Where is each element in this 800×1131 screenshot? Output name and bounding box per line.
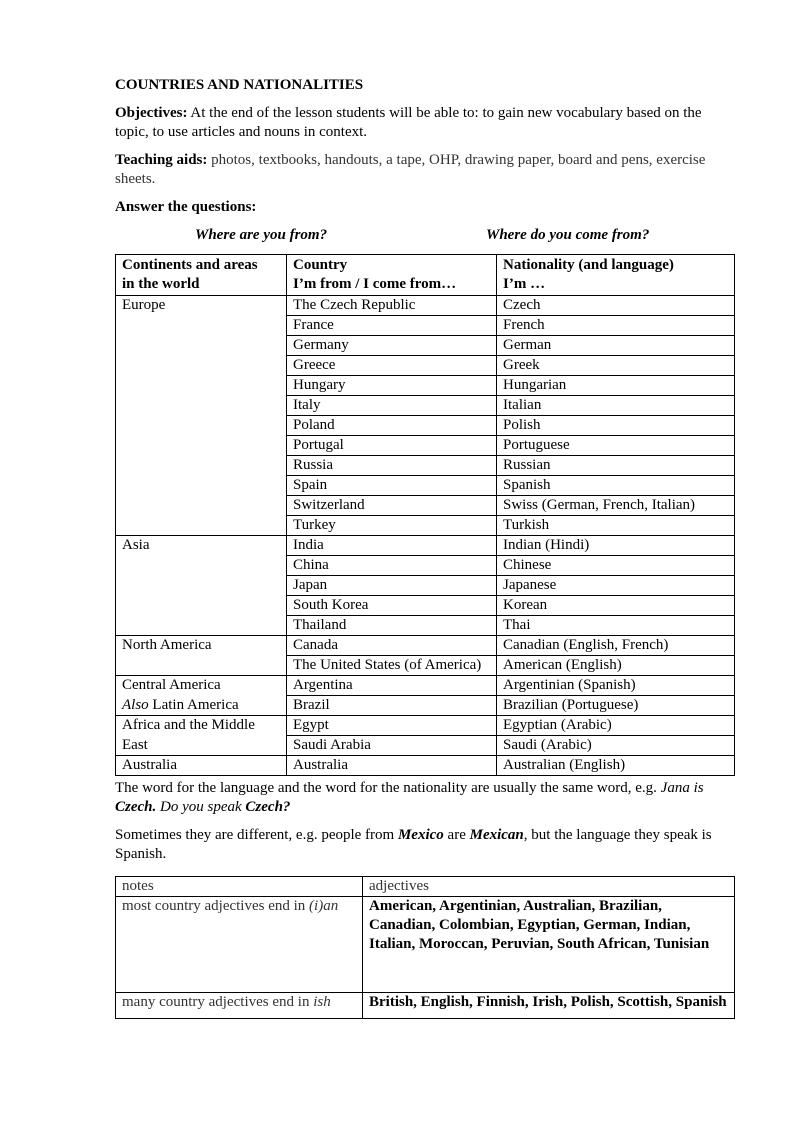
area-cell <box>116 416 287 436</box>
notes-header: notes <box>116 877 363 897</box>
area-label: Latin America <box>152 696 239 713</box>
teaching-aids-paragraph <box>115 151 735 189</box>
nationalities-table <box>115 254 735 776</box>
table-row <box>116 456 735 476</box>
difference-paragraph <box>115 826 735 864</box>
nationality-cell: Saudi (Arabic) <box>497 736 735 756</box>
table-header-row <box>116 255 735 296</box>
table-row <box>116 596 735 616</box>
nationality-cell: Australian (English) <box>497 756 735 776</box>
country-cell: Saudi Arabia <box>287 736 497 756</box>
questions-row <box>115 226 735 248</box>
note-suffix: (i)an <box>309 898 339 914</box>
question-come-from: Where do you come from? <box>486 227 650 243</box>
nationality-cell: Portuguese <box>497 436 735 456</box>
notes-table <box>115 876 735 1019</box>
objectives-text: At the end of the lesson students will be able to: to gain new vocabulary based on the topic, to use articles and nouns in context. <box>115 105 702 140</box>
teaching-aids-label: Teaching aids: <box>115 152 208 168</box>
country-cell: Greece <box>287 356 497 376</box>
area-label: Africa and the Middle <box>122 717 255 733</box>
table-row <box>116 416 735 436</box>
table-row <box>116 656 735 676</box>
area-cell <box>116 736 287 756</box>
area-cell <box>116 436 287 456</box>
nationality-cell: Brazilian (Portuguese) <box>497 696 735 716</box>
table-row <box>116 356 735 376</box>
para1-question: Do you speak <box>160 799 242 815</box>
table-row <box>116 516 735 536</box>
country-cell: Hungary <box>287 376 497 396</box>
country-cell: Italy <box>287 396 497 416</box>
nationality-cell: Italian <box>497 396 735 416</box>
nationality-cell: Canadian (English, French) <box>497 636 735 656</box>
country-cell: Australia <box>287 756 497 776</box>
header-continents-line1: Continents and areas <box>122 257 258 273</box>
area-cell <box>116 676 287 696</box>
area-cell <box>116 476 287 496</box>
area-label: Central America <box>122 677 221 693</box>
country-cell: Switzerland <box>287 496 497 516</box>
table-row <box>116 616 735 636</box>
header-country-line1: Country <box>293 257 348 273</box>
area-cell <box>116 716 287 736</box>
country-cell: Germany <box>287 336 497 356</box>
nationality-cell: Chinese <box>497 556 735 576</box>
country-cell: Japan <box>287 576 497 596</box>
area-cell <box>116 636 287 656</box>
para2-mexican: Mexican <box>469 827 524 843</box>
para2-mexico: Mexico <box>397 827 444 843</box>
para1-czech-language: Czech? <box>245 799 291 815</box>
country-cell: Spain <box>287 476 497 496</box>
nationality-cell: Spanish <box>497 476 735 496</box>
area-cell <box>116 536 287 556</box>
country-cell: South Korea <box>287 596 497 616</box>
country-cell: Russia <box>287 456 497 476</box>
table-row <box>116 716 735 736</box>
table-row <box>116 736 735 756</box>
area-cell <box>116 396 287 416</box>
language-note-paragraph <box>115 779 735 817</box>
area-cell <box>116 656 287 676</box>
table-body <box>116 296 735 776</box>
table-row <box>116 756 735 776</box>
nationality-cell: Japanese <box>497 576 735 596</box>
table-row <box>116 316 735 336</box>
nationality-cell: Czech <box>497 296 735 316</box>
nationality-cell: Greek <box>497 356 735 376</box>
country-cell: France <box>287 316 497 336</box>
note-cell <box>116 897 363 993</box>
table-row <box>116 636 735 656</box>
country-cell: Brazil <box>287 696 497 716</box>
area-label: Europe <box>122 297 166 313</box>
area-label: Australia <box>122 757 177 773</box>
country-cell: Portugal <box>287 436 497 456</box>
note-text: most country adjectives end in <box>122 898 310 914</box>
area-cell <box>116 556 287 576</box>
table-row <box>116 376 735 396</box>
country-cell: Poland <box>287 416 497 436</box>
header-country-line2: I’m from / I come from… <box>293 276 457 292</box>
area-cell <box>116 376 287 396</box>
nationality-cell: American (English) <box>497 656 735 676</box>
worksheet <box>115 76 735 1019</box>
para2-text-c: are <box>443 827 470 843</box>
header-nationality-line2: I’m … <box>503 276 546 292</box>
area-prefix: Also <box>122 696 149 713</box>
header-nationality <box>497 255 735 296</box>
table-row <box>116 396 735 416</box>
country-cell: The Czech Republic <box>287 296 497 316</box>
note-text: many country adjectives end in <box>122 994 314 1010</box>
country-cell: Canada <box>287 636 497 656</box>
table-row <box>116 476 735 496</box>
area-cell <box>116 516 287 536</box>
para1-czech-nationality: Czech. <box>115 799 157 815</box>
area-cell <box>116 696 287 716</box>
area-cell <box>116 356 287 376</box>
page-title: COUNTRIES AND NATIONALITIES <box>115 77 364 93</box>
area-cell <box>116 756 287 776</box>
table-row <box>116 696 735 716</box>
note-suffix: ish <box>313 994 331 1010</box>
area-label: Asia <box>122 537 150 553</box>
country-cell: Egypt <box>287 716 497 736</box>
objectives-label: Objectives: <box>115 105 188 121</box>
objectives-paragraph <box>115 104 735 142</box>
nationality-cell: Thai <box>497 616 735 636</box>
teaching-aids-text: photos, textbooks, handouts, a tape, OHP, drawing paper, board and pens, exercise sheets. <box>115 152 706 187</box>
table-row <box>116 296 735 316</box>
area-cell <box>116 596 287 616</box>
nationality-cell: Argentinian (Spanish) <box>497 676 735 696</box>
country-cell: India <box>287 536 497 556</box>
header-continents-line2: in the world <box>122 276 200 292</box>
para1-example-name: Jana is <box>660 780 704 796</box>
area-cell <box>116 496 287 516</box>
table-row <box>116 536 735 556</box>
area-cell <box>116 296 287 316</box>
table-row <box>116 576 735 596</box>
country-cell: The United States (of America) <box>287 656 497 676</box>
nationality-cell: Hungarian <box>497 376 735 396</box>
adjectives-cell: British, English, Finnish, Irish, Polish, Scottish, Spanish <box>363 993 735 1019</box>
notes-row <box>116 897 735 993</box>
area-label: East <box>122 736 148 753</box>
table-row <box>116 436 735 456</box>
para2-text-e: , but the language they speak is Spanish. <box>115 827 712 862</box>
table-row <box>116 336 735 356</box>
country-cell: China <box>287 556 497 576</box>
notes-header-row <box>116 877 735 897</box>
nationality-cell: Turkish <box>497 516 735 536</box>
notes-row <box>116 993 735 1019</box>
area-cell <box>116 616 287 636</box>
table-row <box>116 676 735 696</box>
country-cell: Turkey <box>287 516 497 536</box>
area-cell <box>116 336 287 356</box>
area-cell <box>116 576 287 596</box>
area-label: North America <box>122 637 212 653</box>
adjectives-cell: American, Argentinian, Australian, Brazilian, Canadian, Colombian, Egyptian, German, Indian, Italian, Moroccan, Peruvian, South African, Tunisian <box>363 897 735 993</box>
area-cell <box>116 316 287 336</box>
nationality-cell: Polish <box>497 416 735 436</box>
nationality-cell: Egyptian (Arabic) <box>497 716 735 736</box>
country-cell: Argentina <box>287 676 497 696</box>
answer-heading: Answer the questions: <box>115 199 257 215</box>
table-row <box>116 496 735 516</box>
para1-text: The word for the language and the word for the nationality are usually the same word, e.g. <box>115 780 661 796</box>
adjectives-header: adjectives <box>363 877 735 897</box>
country-cell: Thailand <box>287 616 497 636</box>
question-where-from: Where are you from? <box>195 227 328 243</box>
note-cell <box>116 993 363 1019</box>
area-cell <box>116 456 287 476</box>
nationality-cell: German <box>497 336 735 356</box>
nationality-cell: French <box>497 316 735 336</box>
nationality-cell: Korean <box>497 596 735 616</box>
nationality-cell: Swiss (German, French, Italian) <box>497 496 735 516</box>
header-country <box>287 255 497 296</box>
header-continents <box>116 255 287 296</box>
table-row <box>116 556 735 576</box>
nationality-cell: Russian <box>497 456 735 476</box>
para2-text-a: Sometimes they are different, e.g. people from <box>115 827 398 843</box>
header-nationality-line1: Nationality (and language) <box>503 257 674 273</box>
nationality-cell: Indian (Hindi) <box>497 536 735 556</box>
